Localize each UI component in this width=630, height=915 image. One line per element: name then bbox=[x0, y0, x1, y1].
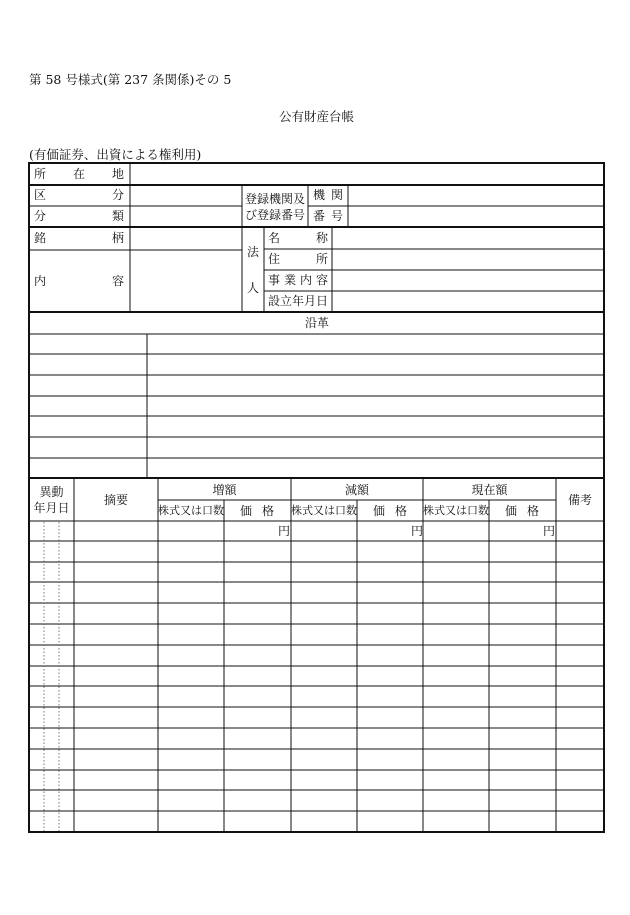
increase-shares-label: 株式又は口数 bbox=[158, 504, 224, 517]
decrease-price-label: 価 格 bbox=[373, 504, 407, 518]
decrease-yen-unit: 円 bbox=[411, 524, 424, 538]
number-label: 番 号 bbox=[313, 209, 343, 223]
increase-yen-unit: 円 bbox=[278, 524, 291, 538]
form-number: 第 58 号様式(第 237 条関係)その 5 bbox=[29, 72, 232, 87]
classification-label: 分 類 bbox=[34, 209, 124, 223]
remarks-label: 備考 bbox=[567, 493, 592, 507]
established-label: 設立年月日 bbox=[268, 294, 329, 308]
registry-label-line2: び登録番号 bbox=[245, 208, 306, 222]
decrease-label: 減額 bbox=[344, 483, 369, 497]
registry-label-line1: 登録機関及 bbox=[245, 192, 306, 206]
history-label: 沿革 bbox=[305, 316, 330, 330]
brand-label: 銘 柄 bbox=[34, 231, 124, 245]
business-label: 事 業 内 容 bbox=[268, 273, 328, 287]
page-title: 公有財産台帳 bbox=[279, 109, 355, 124]
increase-price-label: 価 格 bbox=[240, 504, 274, 518]
org-label: 機 関 bbox=[313, 188, 343, 202]
increase-label: 増額 bbox=[212, 483, 237, 497]
change-date-label-2: 年月日 bbox=[33, 501, 70, 515]
content-label: 内 容 bbox=[34, 274, 124, 288]
change-date-label-1: 異動 bbox=[39, 485, 64, 499]
address-label: 住 所 bbox=[268, 252, 328, 266]
name-label: 名 称 bbox=[268, 231, 328, 245]
current-shares-label: 株式又は口数 bbox=[423, 504, 489, 517]
summary-label: 摘要 bbox=[103, 493, 128, 507]
corporation-label-1: 法 bbox=[247, 245, 260, 259]
current-yen-unit: 円 bbox=[543, 524, 556, 538]
kubun-label: 区 分 bbox=[34, 188, 124, 202]
current-price-label: 価 格 bbox=[505, 504, 539, 518]
location-label: 所 在 地 bbox=[34, 167, 124, 181]
decrease-shares-label: 株式又は口数 bbox=[291, 504, 357, 517]
corporation-label-2: 人 bbox=[247, 281, 260, 295]
form-subtitle: (有価証券、出資による権利用) bbox=[29, 147, 202, 162]
current-label: 現在額 bbox=[471, 483, 508, 497]
